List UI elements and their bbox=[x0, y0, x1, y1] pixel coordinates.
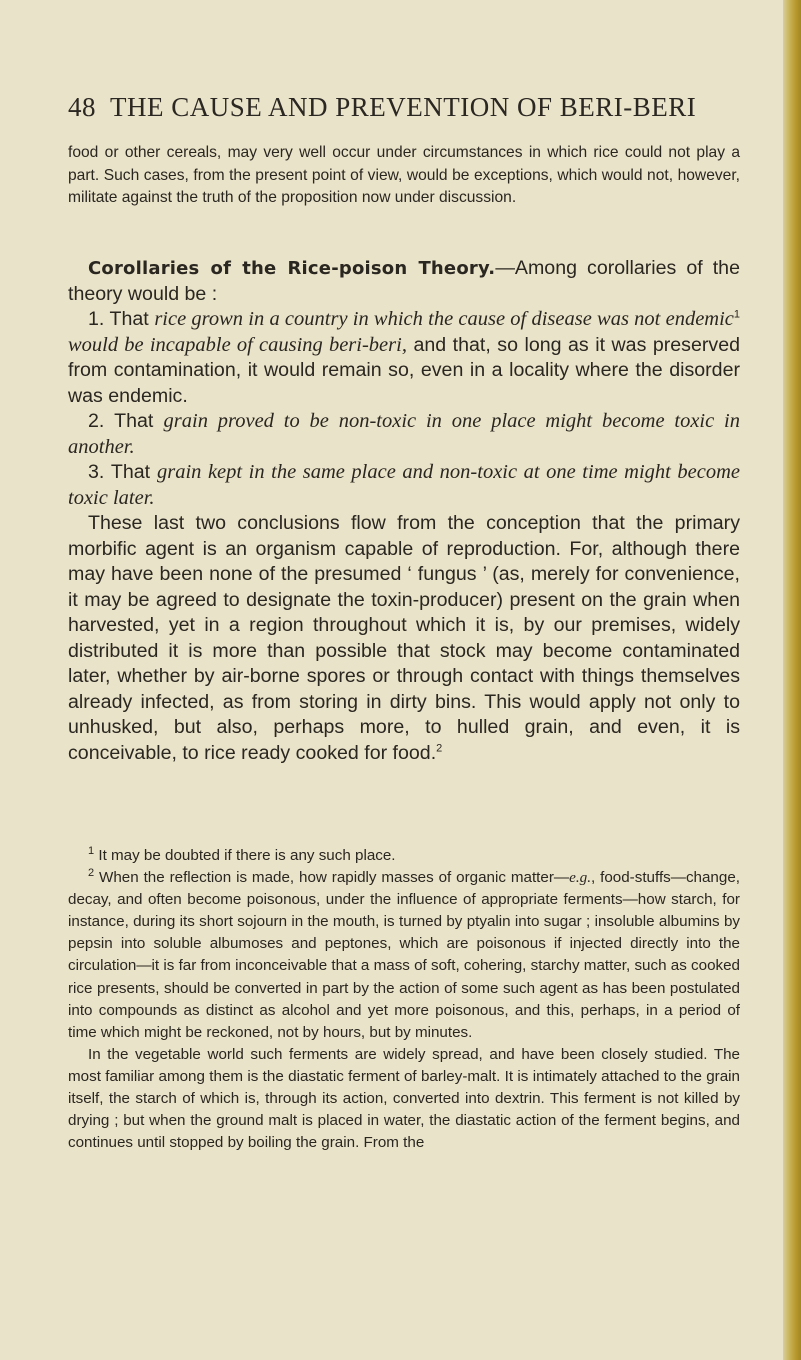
body-paragraph-text: These last two conclusions flow from the conception that the primary morbific agent is an organism capable of reproduction. For, although there may have been none of the presumed ‘ fungus ’ (as, merely for convenience, it may be agreed to designate the toxin-producer) present on the grain when harvested, yet in a region throughout which it is, by our premises, widely distributed it is more than possible that stock may become contaminated later, whether by air-borne spores or through contact with things themselves already infected, as from storing in dirty bins. This would apply not only to unhusked, but also, perhaps more, to hulled grain, and even, it is conceivable, to rice ready cooked for food. bbox=[68, 512, 740, 764]
footnote-2-pre: When the reflection is made, how rapidly masses of organic matter— bbox=[99, 869, 570, 887]
footnote-1-text: It may be doubted if there is any such place. bbox=[98, 847, 396, 864]
item-pre: That bbox=[109, 308, 155, 330]
footnote-2-eg: e.g. bbox=[569, 869, 592, 887]
item-post: and that, so long as it was preserved from contamination, it would remain so, even in a locality where the disorder was endemic. bbox=[68, 333, 740, 407]
item-italic: grain kept in the same place and non-toxic at one time might become toxic later. bbox=[68, 461, 741, 509]
page-edge bbox=[783, 0, 801, 1360]
item-pre: That bbox=[114, 410, 164, 432]
running-header bbox=[68, 92, 748, 123]
footnote-2-continued-text: In the vegetable world such ferments are widely spread, and have been closely studied. The most familiar among them is the diastatic ferment of barley-malt. It is intimately attached to the grain itself, the starch of which is, through its action, converted into dextrin. This ferment is not killed by drying ; but when the ground malt is placed in water, the diastatic action of the ferment begins, and continues until stopped by boiling the grain. From the bbox=[68, 1045, 740, 1152]
item-italic: grain proved to be non-toxic in one place might become toxic in another. bbox=[68, 410, 740, 458]
corollary-3 bbox=[68, 460, 740, 511]
item-number: 3. bbox=[88, 461, 105, 483]
item-italic: rice grown in a country in which the cause of disease was not endemic bbox=[154, 308, 734, 330]
corollary-1 bbox=[68, 307, 740, 409]
footnote-ref: 1 bbox=[733, 308, 741, 321]
section-paragraph bbox=[68, 256, 740, 307]
body-paragraph bbox=[68, 511, 740, 766]
page-number: 48 bbox=[68, 92, 96, 122]
running-title: THE CAUSE AND PREVENTION OF BERI-BERI bbox=[110, 92, 697, 122]
footnote-2-post: , food-stuffs—change, decay, and often become poisonous, under the influence of appropriate ferments—how starch, for instance, during its short sojourn in the mouth, is turned by ptyalin into sugar ; insoluble albumins by pepsin into soluble albumoses and peptones, which are poisonous if injected directly into the circulation—it is far from inconceivable that a mass of soft, cohering, starchy matter, such as cooked rice presents, should be converted in part by the action of some such agent as has been postulated into compounds as distinct as alcohol and yet more poisonous, and this, perhaps, in a period of time which might be reckoned, not by hours, but by minutes. bbox=[68, 869, 740, 1041]
footnote-mark: 1 bbox=[88, 844, 95, 857]
section-heading: Corollaries of the Rice-poison Theory. bbox=[88, 258, 496, 279]
footnote-1 bbox=[68, 845, 740, 867]
footnote-2 bbox=[68, 867, 740, 1044]
item-italic-2: would be incapable of causing beri-beri, bbox=[68, 333, 407, 356]
footnote-2-continued bbox=[68, 1044, 740, 1154]
item-pre: That bbox=[110, 461, 157, 483]
item-number: 2. bbox=[88, 410, 105, 432]
section-lead: —Among corollaries of the theory would be : bbox=[68, 257, 740, 305]
intro-paragraph: food or other cereals, may very well occur under circumstances in which rice could not play a part. Such cases, from the present point of view, would be exceptions, which would not, however, militate against the truth of the proposition now under discussion. bbox=[68, 144, 740, 207]
footnote-mark: 2 bbox=[88, 867, 95, 880]
item-number: 1. bbox=[88, 308, 105, 330]
corollary-2 bbox=[68, 409, 740, 460]
main-text bbox=[68, 256, 740, 766]
footnote-ref: 2 bbox=[436, 741, 443, 754]
footnotes bbox=[68, 845, 740, 1154]
